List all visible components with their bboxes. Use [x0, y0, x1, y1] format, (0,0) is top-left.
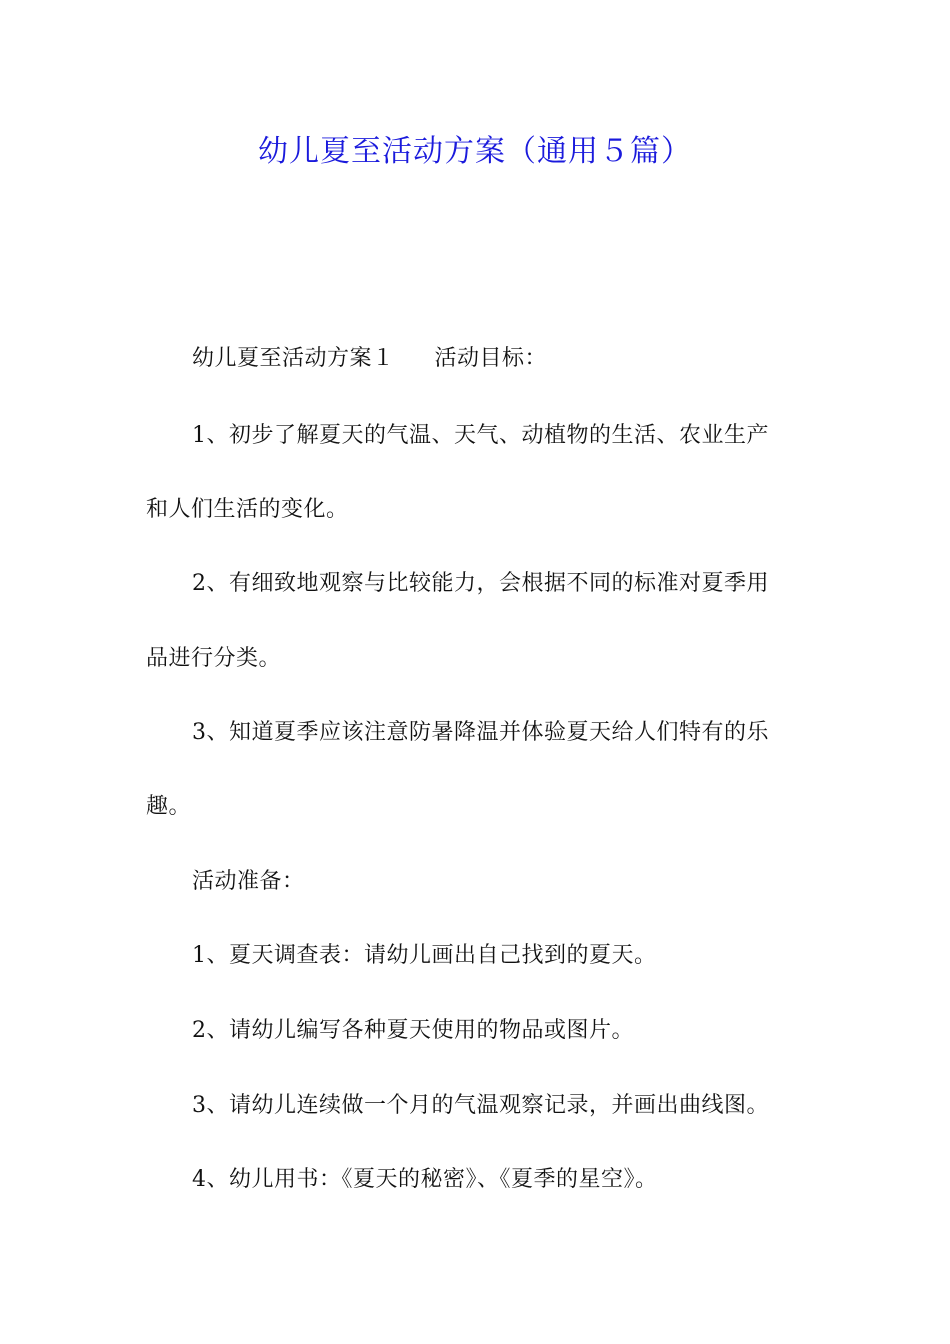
preparation-item-1: 1、夏天调查表：请幼儿画出自己找到的夏天。	[192, 943, 657, 968]
goal-2-line-1: 2、有细致地观察与比较能力，会根据不同的标准对夏季用	[192, 571, 769, 596]
preparation-item-3: 3、请幼儿连续做一个月的气温观察记录，并画出曲线图。	[192, 1093, 769, 1118]
goal-3-line-2: 趣。	[146, 794, 192, 819]
preparation-item-4: 4、幼儿用书：《夏天的秘密》、《夏季的星空》。	[192, 1167, 658, 1192]
section-heading-line	[192, 344, 808, 374]
goal-2-line-2: 品进行分类。	[146, 646, 282, 671]
goal-1-line-1: 1、初步了解夏天的气温、天气、动植物的生活、农业生产	[192, 423, 769, 448]
goal-1-line-2: 和人们生活的变化。	[146, 497, 349, 522]
document-title: 幼儿夏至活动方案（通用５篇）	[258, 134, 692, 169]
goal-3-line-1: 3、知道夏季应该注意防暑降温并体验夏天给人们特有的乐	[192, 720, 769, 745]
preparation-heading: 活动准备：	[192, 869, 305, 894]
preparation-item-2: 2、请幼儿编写各种夏天使用的物品或图片。	[192, 1018, 634, 1043]
section-title: 幼儿夏至活动方案１	[192, 346, 395, 371]
goals-heading: 活动目标：	[434, 346, 548, 371]
